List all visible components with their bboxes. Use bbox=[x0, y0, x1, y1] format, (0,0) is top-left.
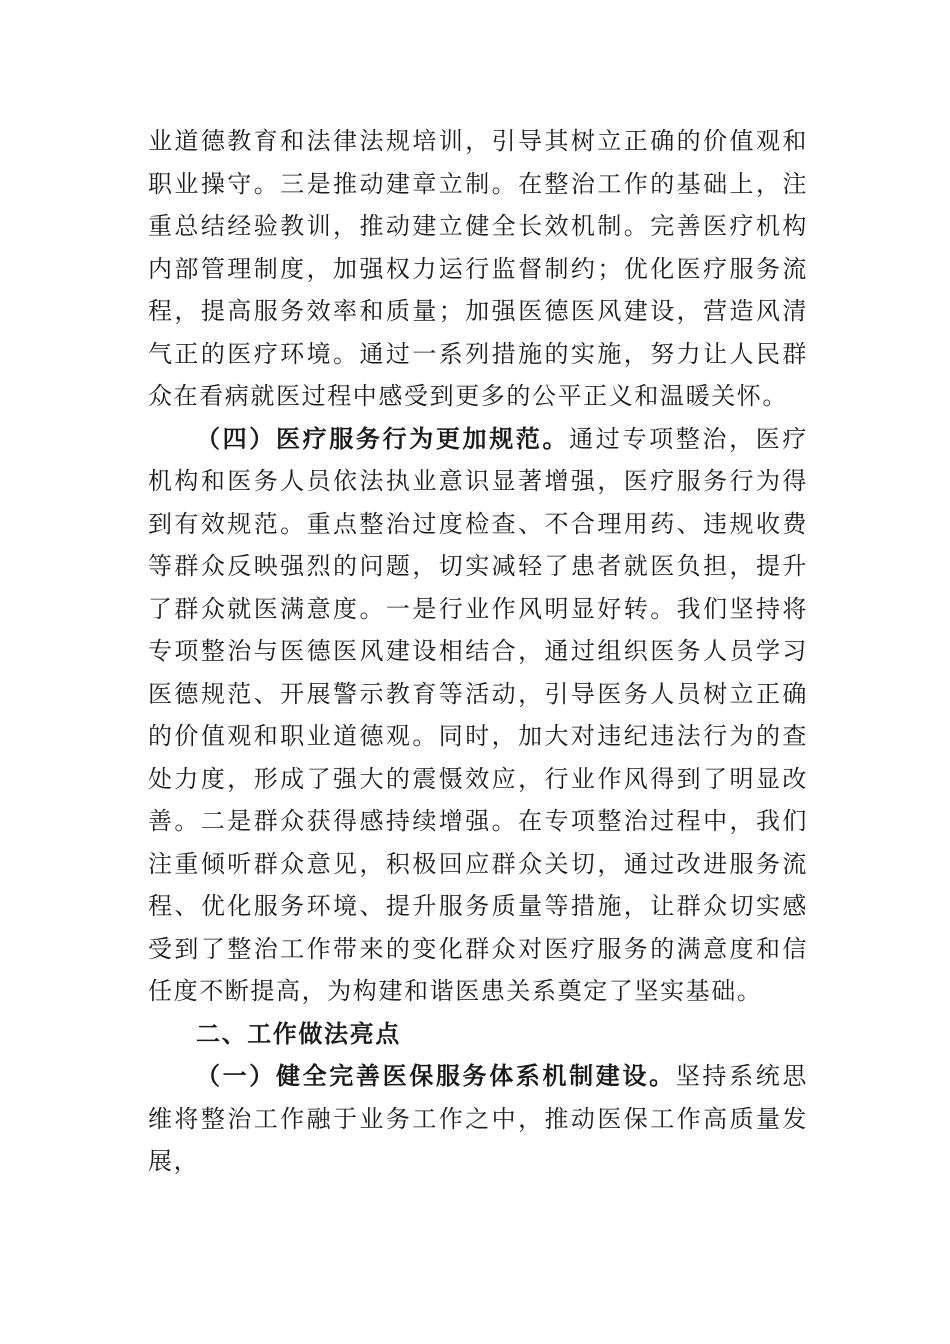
section-heading-2: 二、工作做法亮点 bbox=[196, 1019, 401, 1048]
section-4-lead: （四）医疗服务行为更加规范。 bbox=[196, 423, 570, 453]
section-4-body: 通过专项整治，医疗机构和医务人员依法执业意识显著增强，医疗服务行为得到有效规范。重点整治过度检查、不合理用药、违规收费等群众反映强烈的问题，切实减轻了患者就医负担，提升了群众就医满意度。一是行业作风明显好转。我们坚持将专项整治与医德医风建设相结合，通过组织医务人员学习医德规范、开展警示教育等活动，引导医务人员树立正确的价值观和职业道德观。同时，加大对违纪违法行为的查处力度，形成了强大的震慑效应，行业作风得到了明显改善。二是群众获得感持续增强。在专项整治过程中，我们注重倾听群众意见，积极回应群众关切，通过改进服务流程、优化服务环境、提升服务质量等措施，让群众切实感受到了整治工作带来的变化群众对医疗服务的满意度和信任度不断提高，为构建和谐医患关系奠定了坚实基础。 bbox=[148, 424, 808, 1005]
paragraph-continuation bbox=[148, 120, 808, 418]
document-body bbox=[148, 120, 808, 1183]
paragraph-section-1 bbox=[148, 1055, 808, 1183]
section-1-body: 坚持系统思维将整治工作融于业务工作之中，推动医保工作高质量发展， bbox=[148, 1062, 808, 1175]
paragraph-section-4 bbox=[148, 418, 808, 1013]
section-1-lead: （一）健全完善医保服务体系机制建设。 bbox=[196, 1061, 676, 1090]
paragraph-continuation-text: 业道德教育和法律法规培训，引导其树立正确的价值观和职业操守。三是推动建章立制。在整治工作的基础上，注重总结经验教训，推动建立健全长效机制。完善医疗机构内部管理制度，加强权力运行监督制约；优化医疗服务流程，提高服务效率和质量；加强医德医风建设，营造风清气正的医疗环境。通过一系列措施的实施，努力让人民群众在看病就医过程中感受到更多的公平正义和温暖关怀。 bbox=[148, 127, 808, 410]
